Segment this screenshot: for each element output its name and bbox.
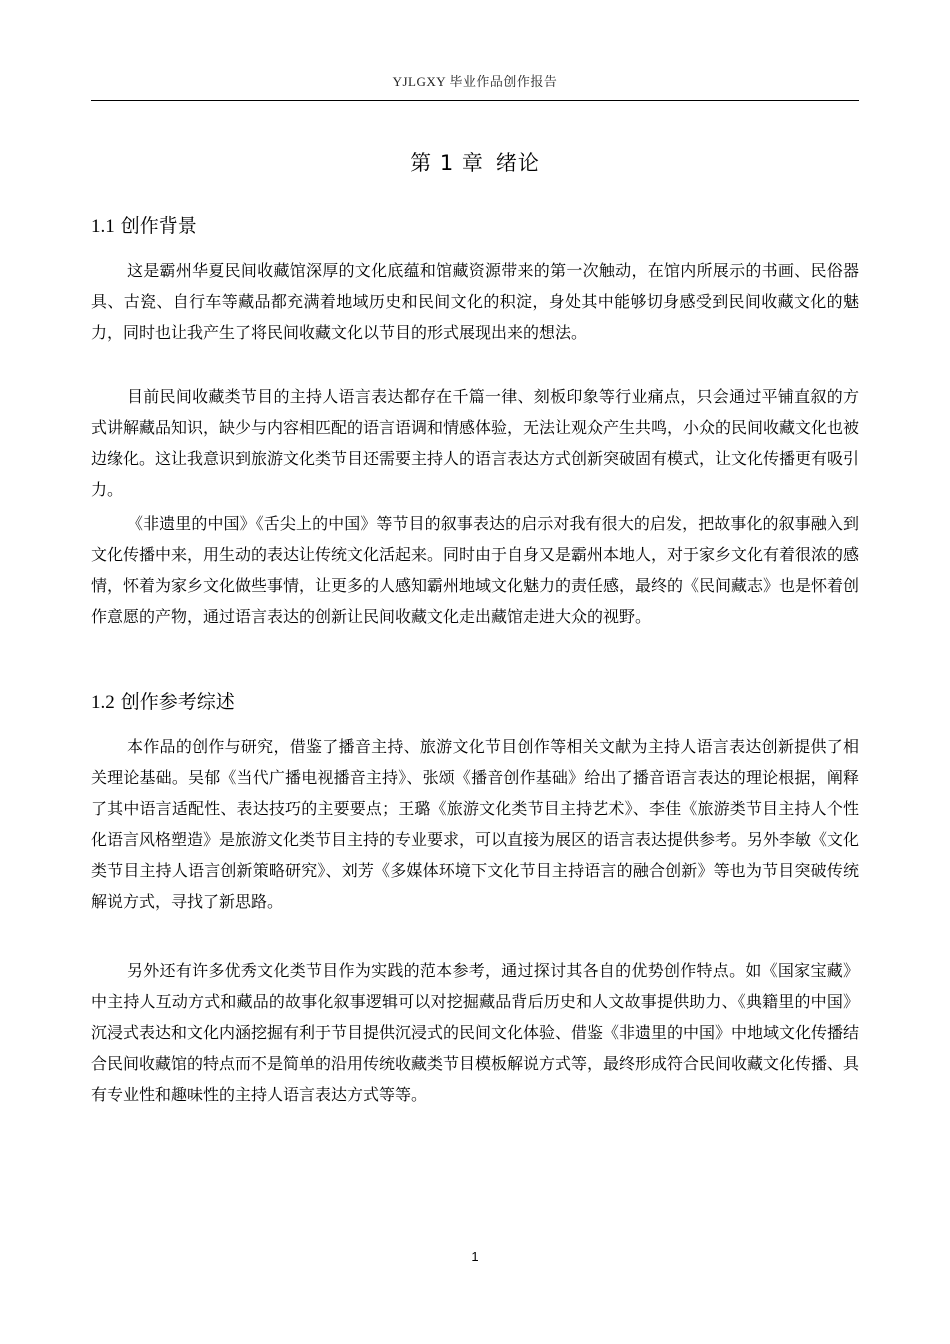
chapter-name: 绪论 <box>495 151 540 175</box>
header-divider <box>91 100 859 101</box>
section-heading-1-2 <box>91 688 859 717</box>
body-paragraph: 目前民间收藏类节目的主持人语言表达都存在千篇一律、刻板印象等行业痛点，只会通过平铺直叙的方式讲解藏品知识，缺少与内容相匹配的语言语调和情感体验，无法让观众产生共鸣，小众的民间收藏文化也被边缘化。这让我意识到旅游文化类节目还需要主持人的语言表达方式创新突破固有模式，让文化传播更有吸引力。 <box>91 387 860 499</box>
body-paragraph: 这是霸州华夏民间收藏馆深厚的文化底蕴和馆藏资源带来的第一次触动，在馆内所展示的书画、民俗器具、古瓷、自行车等藏品都充满着地域历史和民间文化的积淀，身处其中能够切身感受到民间收藏文化的魅力，同时也让我产生了将民间收藏文化以节目的形式展现出来的想法。 <box>91 261 859 342</box>
body-paragraph: 《非遗里的中国》《舌尖上的中国》等节目的叙事表达的启示对我有很大的启发，把故事化的叙事融入到文化传播中来，用生动的表达让传统文化活起来。同时由于自身又是霸州本地人，对于家乡文化有着很浓的感情，怀着为家乡文化做些事情，让更多的人感知霸州地域文化魅力的责任感，最终的《民间藏志》也是怀着创作意愿的产物，通过语言表达的创新让民间收藏文化走出藏馆走进大众的视野。 <box>91 514 860 626</box>
section-number: 1.2 <box>91 692 115 713</box>
page-number: 1 <box>471 1249 479 1264</box>
section-title: 创作参考综述 <box>120 691 235 713</box>
chapter-label: 第 1 章 <box>410 151 484 175</box>
running-header: YJLGXY 毕业作品创作报告 <box>392 74 558 89</box>
body-paragraph: 另外还有许多优秀文化类节目作为实践的范本参考，通过探讨其各自的优势创作特点。如《国家宝藏》中主持人互动方式和藏品的故事化叙事逻辑可以对挖掘藏品背后历史和人文故事提供助力、《典籍里的中国》沉浸式表达和文化内涵挖掘有利于节目提供沉浸式的民间文化体验、借鉴《非遗里的中国》中地域文化传播结合民间收藏馆的特点而不是简单的沿用传统收藏类节目模板解说方式等，最终形成符合民间收藏文化传播、具有专业性和趣味性的主持人语言表达方式等等。 <box>91 961 860 1104</box>
section-number: 1.1 <box>91 216 115 237</box>
section-heading-1-1 <box>91 212 859 241</box>
body-paragraph: 本作品的创作与研究，借鉴了播音主持、旅游文化节目创作等相关文献为主持人语言表达创新提供了相关理论基础。吴郁《当代广播电视播音主持》、张颂《播音创作基础》给出了播音语言表达的理论根据，阐释了其中语言适配性、表达技巧的主要要点；王璐《旅游文化类节目主持艺术》、李佳《旅游类节目主持人个性化语言风格塑造》是旅游文化类节目主持的专业要求，可以直接为展区的语言表达提供参考。另外李敏《文化类节目主持人语言创新策略研究》、刘芳《多媒体环境下文化节目主持语言的融合创新》等也为节目突破传统解说方式，寻找了新思路。 <box>91 737 860 911</box>
chapter-title <box>91 148 859 178</box>
section-title: 创作背景 <box>120 215 197 237</box>
